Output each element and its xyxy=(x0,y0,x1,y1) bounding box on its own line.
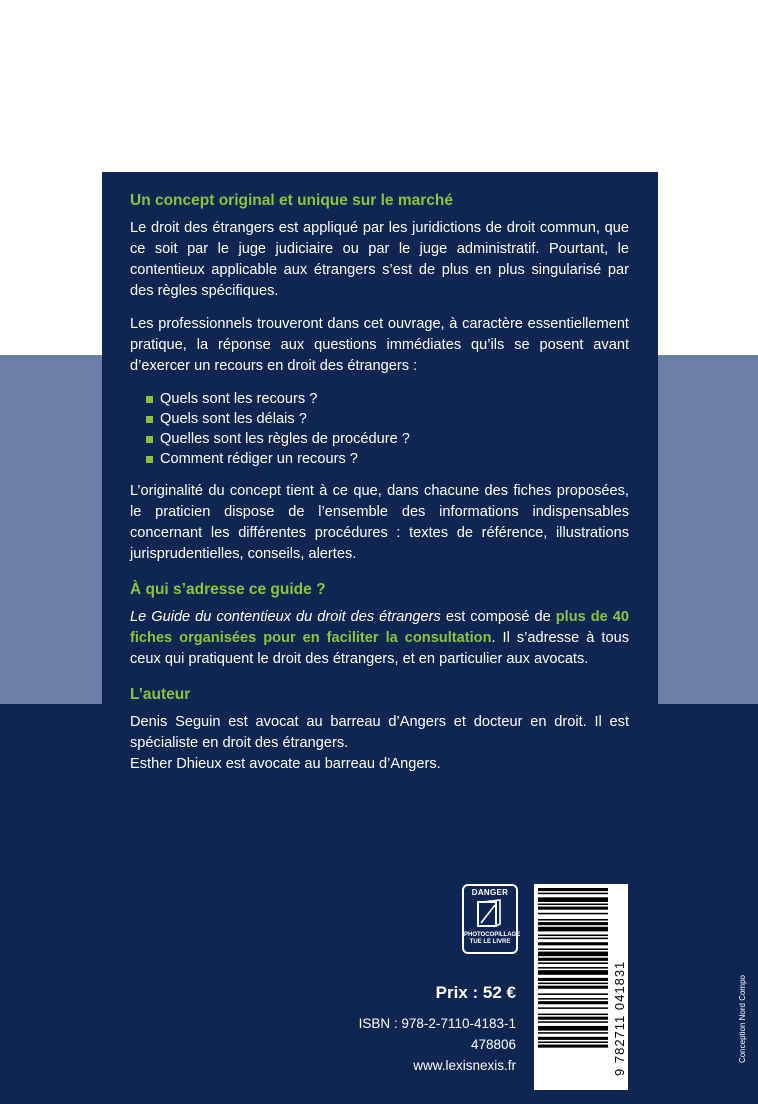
barcode-bar xyxy=(538,993,608,995)
author-1: Denis Seguin est avocat au barreau d’Angers et docteur en droit. Il est spécialiste en droit des étrangers. xyxy=(130,714,629,751)
barcode-bar xyxy=(538,958,608,961)
website-link[interactable]: www.lexisnexis.fr xyxy=(413,1058,516,1073)
barcode-bar xyxy=(538,970,608,975)
question-list xyxy=(146,389,629,469)
text-fragment: est composé de xyxy=(440,609,556,625)
barcode-bar xyxy=(538,952,608,957)
barcode-bar xyxy=(538,893,608,895)
book-title: Le Guide du contentieux du droit des étrangers xyxy=(130,609,441,625)
section-title-audience: À qui s’adresse ce guide ? xyxy=(130,581,326,598)
barcode-bar xyxy=(538,935,608,937)
isbn: ISBN : 978-2-7110-4183-1 xyxy=(358,1016,516,1031)
barcode-bar xyxy=(538,938,608,940)
paragraph: L’originalité du concept tient à ce que, dans chacune des fiches proposées, le praticien dispose de l’ensemble des informations indispensables concernant les différentes procédures : textes de référence, illustrations jurisprudentielles, conseils, alertes. xyxy=(130,483,629,562)
barcode-bar xyxy=(538,1021,608,1023)
barcode-digits-2: 782711 xyxy=(612,1014,627,1064)
list-item: Quelles sont les règles de procédure ? xyxy=(146,429,629,449)
barcode-bar xyxy=(538,998,608,1000)
author-2: Esther Dhieux est avocate au barreau d’Angers. xyxy=(130,756,441,772)
barcode-digits-3: 041831 xyxy=(612,960,627,1011)
barcode xyxy=(534,884,628,1090)
danger-text-1: PHOTOCOPILLAGE xyxy=(464,932,521,938)
back-cover-text xyxy=(130,190,629,775)
text-fragment: . Il s’adresse à tous ceux qui pratiquent le droit des étrangers, et en particulier aux avocats. xyxy=(130,630,629,667)
barcode-bar xyxy=(538,907,608,910)
barcode-bar xyxy=(538,1032,608,1034)
barcode-bar xyxy=(538,1037,608,1040)
danger-text-2: TUE LE LIVRE xyxy=(469,939,511,945)
price-block xyxy=(359,983,516,1076)
barcode-bar xyxy=(538,1014,608,1016)
barcode-bar xyxy=(538,904,608,906)
barcode-bar xyxy=(538,986,608,989)
paragraph-audience xyxy=(130,607,629,670)
book-icon xyxy=(476,898,504,932)
paragraph-author xyxy=(130,712,629,775)
barcode-bar xyxy=(538,888,608,891)
price: Prix : 52 € xyxy=(435,983,516,1002)
list-item: Comment rédiger un recours ? xyxy=(146,449,629,469)
barcode-bars xyxy=(534,884,610,1090)
barcode-bar xyxy=(538,978,608,981)
list-item: Quels sont les recours ? xyxy=(146,389,629,409)
barcode-digit-group xyxy=(612,890,627,1076)
barcode-bar xyxy=(538,913,608,915)
barcode-bar xyxy=(538,922,608,925)
barcode-digits xyxy=(612,890,626,1084)
highlight-text: plus de 40 fiches organisées pour en faciliter la consultation xyxy=(130,609,629,646)
barcode-bar xyxy=(538,942,608,945)
design-credit: Conception Nord Compo xyxy=(738,975,747,1064)
barcode-bar xyxy=(538,948,608,950)
barcode-bar xyxy=(538,919,608,921)
danger-photocopillage-logo xyxy=(462,884,521,954)
barcode-bar xyxy=(538,927,608,932)
barcode-bar xyxy=(538,897,608,902)
barcode-digits-1: 9 xyxy=(612,1067,627,1076)
section-title-author: L’auteur xyxy=(130,686,191,703)
barcode-bar xyxy=(538,1001,608,1004)
barcode-bar xyxy=(538,1045,608,1048)
barcode-bar xyxy=(538,967,608,969)
barcode-bar xyxy=(538,1017,608,1020)
barcode-bar xyxy=(538,1041,608,1043)
barcode-bar xyxy=(538,1007,608,1009)
danger-label: DANGER xyxy=(471,888,509,897)
barcode-bar xyxy=(538,962,608,964)
list-item: Quels sont les délais ? xyxy=(146,409,629,429)
barcode-bar xyxy=(538,983,608,985)
product-code: 478806 xyxy=(470,1037,516,1052)
paragraph: Le droit des étrangers est appliqué par les juridictions de droit commun, que ce soit par le juge judiciaire ou par le juge administratif. Pourtant, le contentieux applicable aux étrangers s’est de plus en plus singularisé par des règles spécifiques. xyxy=(130,220,629,299)
barcode-bar xyxy=(538,1026,608,1031)
paragraph: Les professionnels trouveront dans cet ouvrage, à caractère essentiellement pratique, la réponse aux questions immédiates qu’ils se posent avant d’exercer un recours en droit des étrangers : xyxy=(130,316,629,374)
section-title-concept: Un concept original et unique sur le marché xyxy=(130,192,453,209)
